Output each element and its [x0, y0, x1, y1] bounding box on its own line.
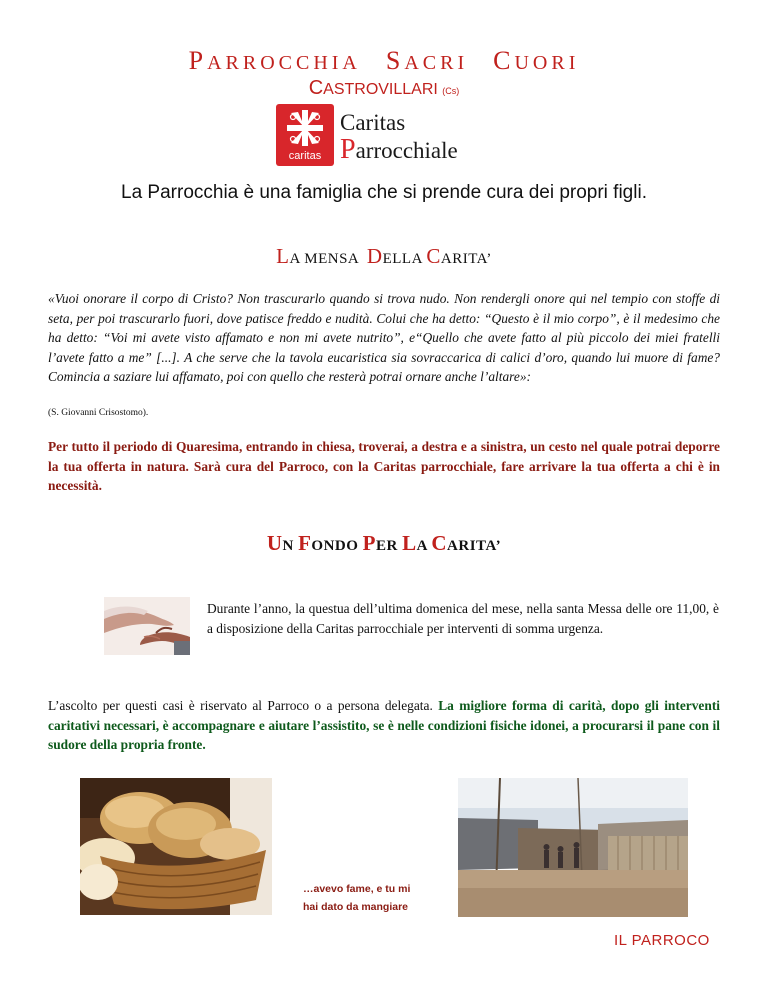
bread-basket-photo — [80, 778, 272, 915]
hands-photo — [104, 597, 190, 655]
signature: IL PARROCO — [614, 932, 710, 949]
caritas-badge: caritas — [276, 104, 334, 166]
shanty-town-photo — [458, 778, 688, 917]
lent-offering-text: Per tutto il periodo di Quaresima, entrando in chiesa, troverai, a destra e a sinistra, un cesto nel quale potrai deporre la tua offerta in natura. Sarà cura del Parroco, con la Caritas parrocchiale, fare arrivare la tua offerta a chi è in necessità. — [48, 439, 720, 494]
city-line: CASTROVILLARI (Cs) — [308, 77, 460, 99]
section-title-fondo: UN FONDO PER LA CARITA’ — [266, 531, 502, 555]
section-title-mensa: LA MENSA DELLA CARITA’ — [276, 244, 492, 268]
caritas-cross-icon — [276, 104, 334, 154]
logo-line-parrocchiale: Parrocchiale — [340, 134, 458, 165]
tagline: La Parrocchia è una famiglia che si prende cura dei propri figli. — [121, 182, 647, 203]
title-word-1: PARROCCHIA — [188, 46, 361, 75]
chrysostom-quote: «Vuoi onorare il corpo di Cristo? Non trascurarlo quando si trova nudo. Non rendergli onore qui nel tempio con stoffe di seta, per poi trascurarlo fuori, dove patisce freddo e nudità. Colui che ha detto: “Questo è il mio corpo”, è il medesimo che ha detto: “Voi mi avete visto affamato e non mi avete nutrito”, e“Quello che avete fatto al più piccolo dei miei fratelli l’avete fatto a me” [...]. A che serve che la tavola eucaristica sia sovraccarica di calici d’oro, quando lui muore di fame? Comincia a saziare lui affamato, poi con quello che resterà potrai ornare anche l’altare»: — [48, 291, 720, 385]
ascolto-text: L’ascolto per questi casi è riservato al Parroco o a persona delegata. La migliore forma di carità, dopo gli interventi caritativi necessari, è accompagnare e aiutare l’assistito, se è nelle condizioni fisiche idonei, a procurarsi il pane con il sudore della propria fronte. — [48, 698, 720, 753]
parish-title — [0, 46, 768, 76]
title-word-2: SACRI — [385, 46, 469, 75]
bread-caption: …avevo fame, e tu mi hai dato da mangiare — [303, 883, 411, 913]
logo-line-caritas: Caritas — [340, 110, 406, 135]
quote-source: (S. Giovanni Crisostomo). — [48, 408, 149, 418]
caritas-logo — [276, 104, 472, 166]
title-word-3: CUORI — [493, 46, 580, 75]
province: (Cs) — [442, 86, 460, 96]
questua-text: Durante l’anno, la questua dell’ultima domenica del mese, nella santa Messa delle ore 11,00, è a disposizione della Caritas parrocchiale per interventi di somma urgenza. — [207, 601, 719, 636]
